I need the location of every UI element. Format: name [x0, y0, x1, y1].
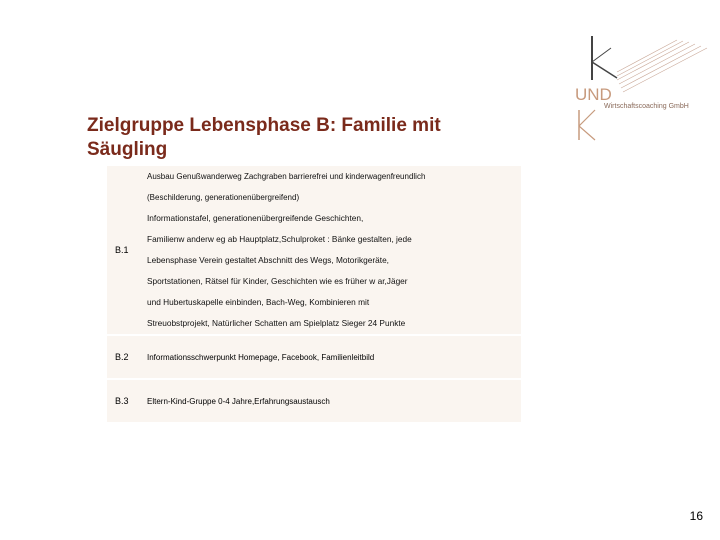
page-number: 16	[689, 509, 703, 523]
row-description: Informationsschwerpunkt Homepage, Facebook, Familienleitbild	[147, 352, 375, 362]
slide-title: Zielgruppe Lebensphase B: Familie mit Säugling	[87, 115, 441, 160]
logo-company-name: Wirtschaftscoaching GmbH	[604, 103, 689, 110]
table-row	[107, 336, 521, 380]
desc-line: Sportstationen, Rätsel für Kinder, Geschichten wie es früher w ar,Jäger	[147, 276, 408, 286]
svg-text:UND: UND	[575, 85, 612, 104]
desc-line: Streuobstprojekt, Natürlicher Schatten am Spielplatz Sieger 24 Punkte	[147, 318, 406, 328]
company-logo	[555, 18, 715, 148]
table-row	[107, 166, 521, 336]
row-code: B.2	[115, 352, 129, 362]
row-description	[147, 166, 521, 334]
row-code: B.1	[115, 245, 129, 255]
desc-line: Ausbau Genußwanderweg Zachgraben barrierefrei und kinderwagenfreundlich	[147, 172, 426, 181]
desc-line: Informationstafel, generationenübergreifende Geschichten,	[147, 213, 364, 223]
table-row	[107, 380, 521, 424]
desc-line: Familienw anderw eg ab Hauptplatz,Schulproket : Bänke gestalten, jede	[147, 234, 412, 244]
desc-line: Lebensphase Verein gestaltet Abschnitt des Wegs, Motorikgeräte,	[147, 255, 389, 265]
desc-line: und Hubertuskapelle einbinden, Bach-Weg, Kombinieren mit	[147, 297, 370, 307]
row-code: B.3	[115, 396, 129, 406]
row-description: Eltern-Kind-Gruppe 0-4 Jahre,Erfahrungsaustausch	[147, 396, 330, 406]
measures-table	[107, 166, 521, 424]
desc-line: (Beschilderung, generationenübergreifend)	[147, 193, 300, 202]
